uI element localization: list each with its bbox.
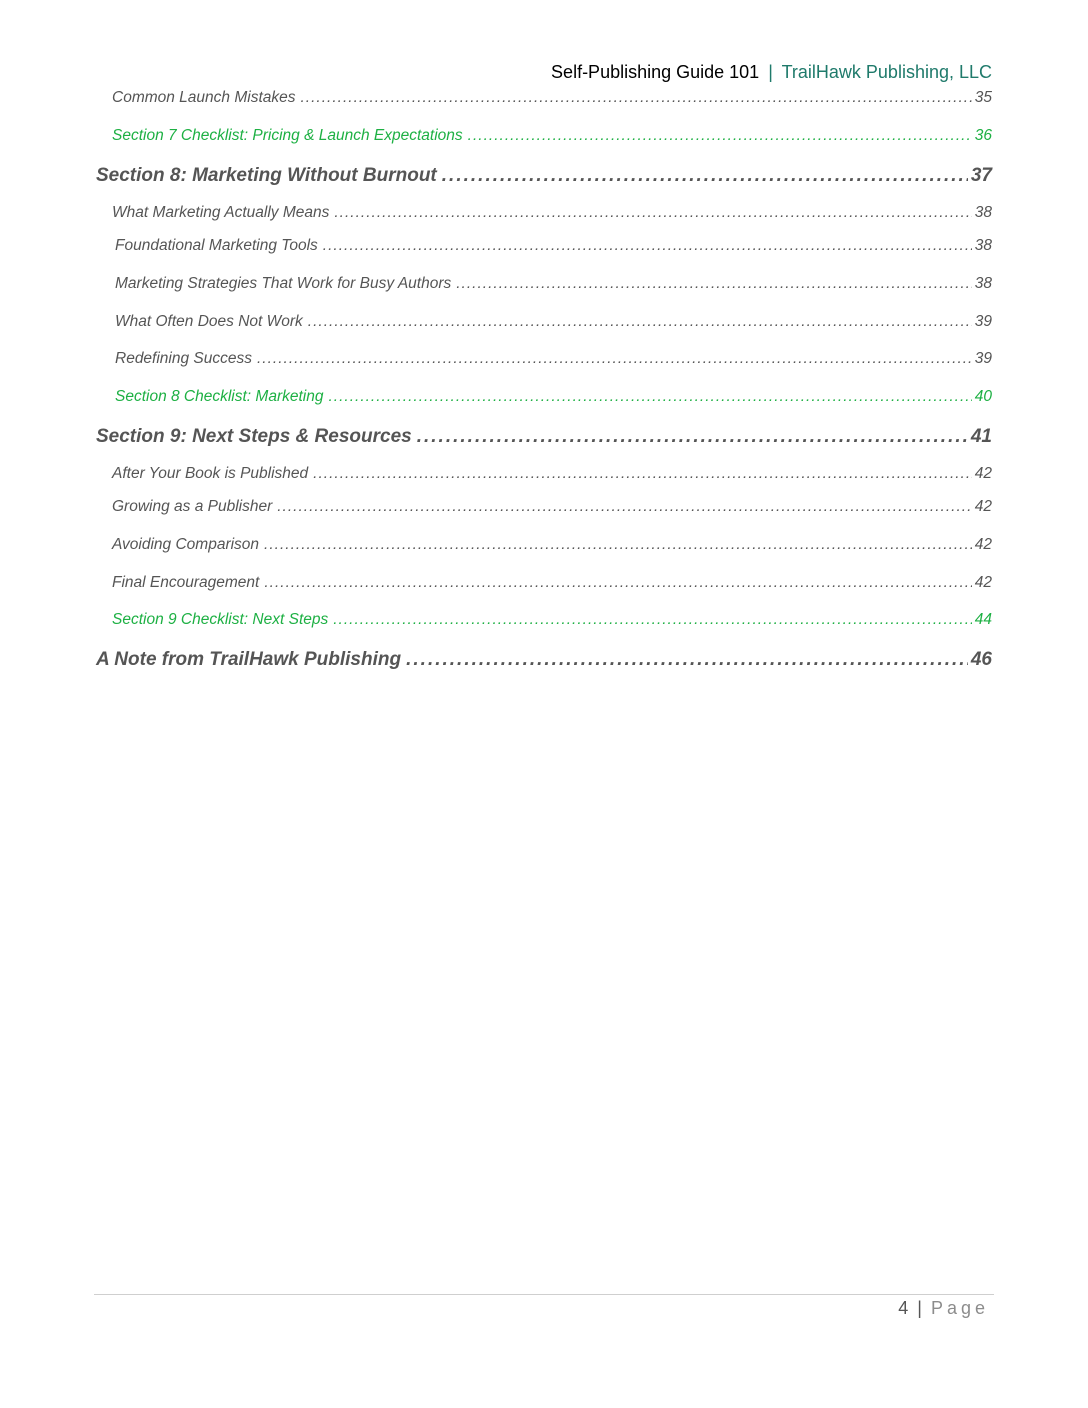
dot-leader xyxy=(417,426,968,448)
toc-entry[interactable] xyxy=(0,536,992,554)
toc-entry[interactable] xyxy=(0,498,992,516)
page-word: Page xyxy=(930,1298,989,1318)
toc-entry-page: 46 xyxy=(970,649,992,670)
dot-leader xyxy=(334,204,971,222)
toc-entry-title: Section 8: Marketing Without Burnout xyxy=(96,165,437,186)
dot-leader xyxy=(323,237,972,255)
toc-entry-title: What Often Does Not Work xyxy=(115,313,303,330)
toc-section-heading[interactable] xyxy=(0,649,992,671)
toc-entry-page: 42 xyxy=(974,498,992,515)
dot-leader xyxy=(406,649,968,671)
toc-entry-checklist[interactable] xyxy=(0,127,992,145)
dot-leader xyxy=(313,465,972,483)
toc-entry-title: Foundational Marketing Tools xyxy=(115,237,318,254)
toc-entry[interactable] xyxy=(0,89,992,107)
toc-entry-page: 42 xyxy=(974,465,992,482)
toc-section-heading[interactable] xyxy=(0,165,992,187)
toc-entry-page: 40 xyxy=(974,388,992,405)
page-number: 4 xyxy=(898,1298,909,1318)
dot-leader xyxy=(257,350,972,368)
toc-entry[interactable] xyxy=(0,465,992,483)
toc-entry-title: Section 9 Checklist: Next Steps xyxy=(112,611,329,628)
toc-entry-title: What Marketing Actually Means xyxy=(112,204,330,221)
dot-leader xyxy=(328,388,971,406)
toc-entry-title: Section 8 Checklist: Marketing xyxy=(115,388,324,405)
dot-leader xyxy=(468,127,972,145)
toc-entry-title: Final Encouragement xyxy=(112,574,260,591)
toc-entry-title: Redefining Success xyxy=(115,350,252,367)
toc-entry-title: A Note from TrailHawk Publishing xyxy=(96,649,402,670)
page-footer xyxy=(898,1298,989,1319)
dot-leader xyxy=(333,611,972,629)
toc-entry-checklist[interactable] xyxy=(0,611,992,629)
toc-entry-title: Avoiding Comparison xyxy=(112,536,260,553)
toc-entry-page: 38 xyxy=(974,275,992,292)
toc-entry-page: 44 xyxy=(974,611,992,628)
toc-entry[interactable] xyxy=(0,275,992,293)
toc-entry-title: Section 7 Checklist: Pricing & Launch Expectations xyxy=(112,127,463,144)
toc-entry[interactable] xyxy=(0,574,992,592)
dot-leader xyxy=(308,313,972,331)
dot-leader xyxy=(442,165,968,187)
toc-entry-page: 39 xyxy=(974,350,992,367)
toc-entry-page: 38 xyxy=(974,237,992,254)
toc-entry-page: 41 xyxy=(970,426,992,447)
toc-entry-page: 42 xyxy=(974,536,992,553)
toc-entry-page: 42 xyxy=(974,574,992,591)
dot-leader xyxy=(277,498,972,516)
toc-entry-page: 36 xyxy=(974,127,992,144)
toc-entry-title: Section 9: Next Steps & Resources xyxy=(96,426,412,447)
company-name: TrailHawk Publishing, LLC xyxy=(781,62,992,82)
toc-entry[interactable] xyxy=(0,237,992,255)
guide-title: Self-Publishing Guide 101 xyxy=(551,62,760,82)
footer-separator: | xyxy=(917,1298,922,1318)
toc-entry-page: 37 xyxy=(970,165,992,186)
toc-entry[interactable] xyxy=(0,350,992,368)
dot-leader xyxy=(301,89,972,107)
header-separator: | xyxy=(768,62,773,82)
toc-entry-checklist[interactable] xyxy=(0,388,992,406)
toc-entry-page: 39 xyxy=(974,313,992,330)
toc-entry-title: Marketing Strategies That Work for Busy Authors xyxy=(115,275,452,292)
toc-entry[interactable] xyxy=(0,204,992,222)
toc-entry-title: After Your Book is Published xyxy=(112,465,309,482)
toc-section-heading[interactable] xyxy=(0,426,992,448)
toc-entry[interactable] xyxy=(0,313,992,331)
toc-entry-page: 35 xyxy=(974,89,992,106)
toc-entry-title: Common Launch Mistakes xyxy=(112,89,296,106)
dot-leader xyxy=(264,536,972,554)
toc-entry-page: 38 xyxy=(974,204,992,221)
running-header xyxy=(551,62,992,83)
dot-leader xyxy=(264,574,971,592)
dot-leader xyxy=(456,275,972,293)
toc-entry-title: Growing as a Publisher xyxy=(112,498,273,515)
footer-divider xyxy=(94,1294,994,1295)
